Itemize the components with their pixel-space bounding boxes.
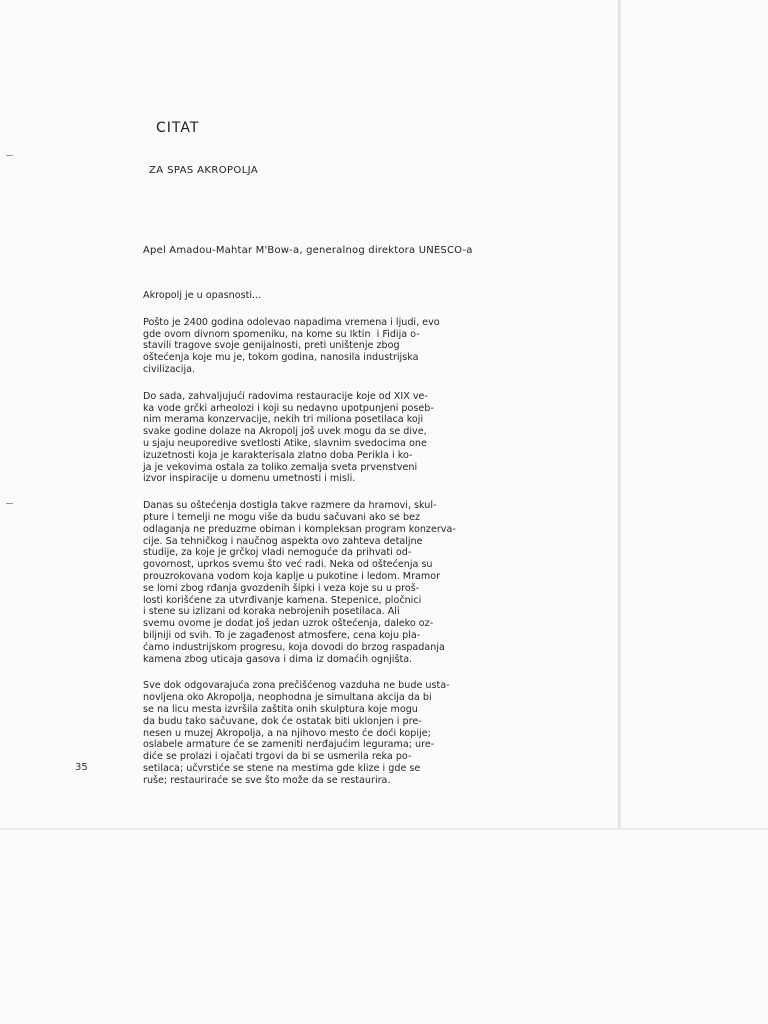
paragraph-damage: [143, 500, 523, 665]
text-line: oštećenja koje mu je, tokom godina, nanosila industrijska: [143, 352, 419, 364]
text-line: izuzetnosti koja je karakterisala zlatno doba Perikla i ko-: [143, 449, 413, 461]
text-line: oslabele armature će se zameniti nerđajućim legurama; ure-: [143, 739, 435, 751]
document-heading: CITAT: [156, 120, 200, 136]
page-bottom-edge: [0, 828, 768, 830]
text-line: govornost, uprkos svemu što već radi. Neka od oštećenja su: [143, 559, 433, 571]
text-line: ka vode grčki arheolozi i koji su nedavno upotpunjeni poseb-: [143, 402, 434, 414]
text-line: gde ovom divnom spomeniku, na kome su Iktin i Fidija o-: [143, 328, 420, 340]
text-line: novljena oko Akropolja, neophodna je simultana akcija da bi: [143, 692, 432, 704]
text-line: Danas su oštećenja dostigla takve razmere da hramovi, skul-: [143, 500, 437, 512]
text-line: Pošto je 2400 godina odolevao napadima vremena i ljudi, evo: [143, 316, 440, 328]
page-edge-shadow: [618, 0, 621, 830]
text-line: da budu tako sačuvane, dok će ostatak biti uklonjen i pre-: [143, 715, 422, 727]
text-line: setilaca; učvrstiće se stene na mestima gde klize i gde se: [143, 762, 421, 774]
text-line: nesen u muzej Akropolja, a na njihovo mesto će doći kopije;: [143, 727, 431, 739]
body-text: [143, 290, 523, 801]
text-line: prouzrokovana vodom koja kaplje u pukotine i ledom. Mramor: [143, 570, 441, 582]
text-line: se lomi zbog rđanja gvozdenih šipki i veza koje su u proš-: [143, 582, 420, 594]
text-line: svake godine dolaze na Akropolj još uvek mogu da se dive,: [143, 426, 427, 438]
text-line: pture i temelji ne mogu više da budu sačuvani ako se bez: [143, 511, 421, 523]
text-line: Akropolj je u opasnosti...: [143, 290, 262, 301]
text-line: civilizacija.: [143, 363, 196, 375]
text-line: biljniji od svih. To je zagađenost atmosfere, cena koju pla-: [143, 629, 421, 641]
appeal-line: Apel Amadou-Mahtar M'Bow-a, generalnog direktora UNESCO-a: [143, 245, 473, 256]
text-line: Do sada, zahvaljujući radovima restauracije koje od XIX ve-: [143, 390, 428, 402]
margin-mark: [6, 503, 13, 504]
text-line: u sjaju neuporedive svetlosti Atike, slavnim svedocima one: [143, 437, 427, 449]
text-line: stavili tragove svoje genijalnosti, preti uništenje zbog: [143, 340, 400, 352]
text-line: ruše; restauriraće se sve što može da se restaurira.: [143, 774, 391, 786]
paragraph-actions: [143, 680, 523, 786]
text-line: studije, za koje je grčkoj vladi nemoguće da prihvati od-: [143, 547, 412, 559]
text-line: Sve dok odgovarajuća zona prečišćenog vazduha ne bude usta-: [143, 680, 450, 692]
text-line: cije. Sa tehničkog i naučnog aspekta ovo zahteva detaljne: [143, 535, 423, 547]
text-line: nim merama konzervacije, nekih tri miliona posetilaca koji: [143, 414, 424, 426]
document-subheading: ZA SPAS AKROPOLJA: [149, 165, 259, 176]
text-line: i stene su izlizani od koraka nebrojenih posetilaca. Ali: [143, 606, 400, 618]
paragraph-restoration: [143, 391, 523, 485]
page-number: 35: [75, 762, 88, 773]
text-line: kamena zbog uticaja gasova i dima iz domaćih ognjišta.: [143, 653, 413, 665]
text-line: ja je vekovima ostala za toliko zemalja sveta prvenstveni: [143, 461, 418, 473]
margin-mark: [6, 155, 13, 156]
text-line: ćamo industrijskom progresu, koja dovodi do brzog raspadanja: [143, 641, 445, 653]
text-line: losti korišćene za utvrđivanje kamena. Stepenice, pločnici: [143, 594, 422, 606]
paragraph-intro: [143, 290, 523, 302]
paragraph-threat: [143, 317, 523, 376]
text-line: se na licu mesta izvršila zaštita onih skulptura koje mogu: [143, 703, 418, 715]
text-line: svemu ovome je dodat još jedan uzrok oštećenja, daleko oz-: [143, 618, 434, 630]
text-line: diće se prolazi i ojačati trgovi da bi se usmerila reka po-: [143, 751, 412, 763]
text-line: izvor inspiracije u domenu umetnosti i misli.: [143, 473, 356, 485]
text-line: odlaganja ne preduzme obiman i kompleksan program konzerva-: [143, 523, 456, 535]
